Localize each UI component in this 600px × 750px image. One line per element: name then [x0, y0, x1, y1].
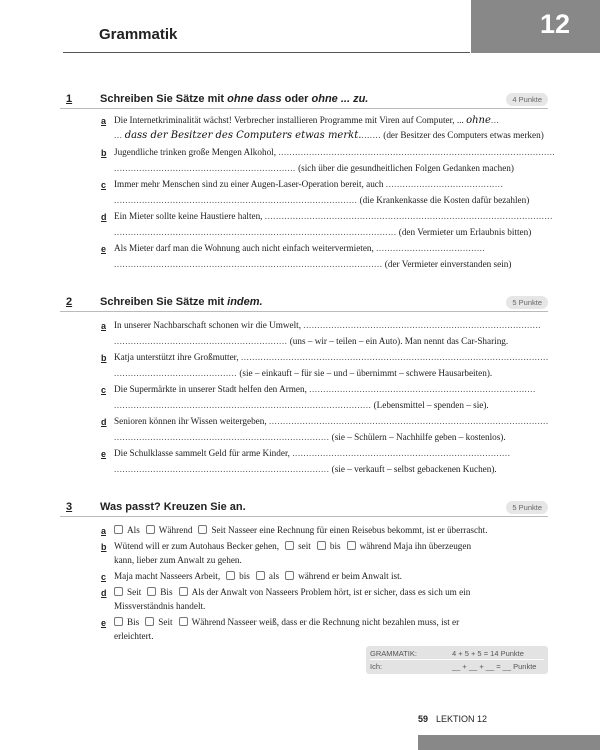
score-divider — [370, 659, 544, 660]
footer-bar — [418, 735, 600, 750]
points-badge: 5 Punkte — [506, 501, 548, 514]
exercise-number: 2 — [66, 296, 73, 308]
item-letter: c — [101, 385, 107, 395]
exercise-line: Die Internetkriminalität wächst! Verbrecher installieren Programme mit Viren auf Computer, ... ohne... — [114, 115, 500, 126]
exercise-line: Die Schulklasse sammelt Geld für arme Kinder, .............................................................................. — [114, 448, 511, 458]
self-score-label: Ich: — [370, 662, 383, 671]
exercise-line: ................................................................. (sich über die gesundheitlichen Folgen Gedanken machen) — [114, 163, 514, 173]
item-letter: b — [101, 353, 107, 363]
exercise-title: Schreiben Sie Sätze mit ohne dass oder ohne ... zu. — [100, 93, 369, 105]
checkbox[interactable] — [179, 617, 188, 626]
exercise-line: kann, lieber zum Anwalt zu gehen. — [114, 555, 242, 565]
item-letter: d — [101, 588, 107, 598]
exercise-title: Schreiben Sie Sätze mit indem. — [100, 296, 263, 308]
exercise-line: Jugendliche trinken große Mengen Alkohol, ................................................................................................... — [114, 147, 556, 157]
exercise-line: Bis Seit Während Nasseer weiß, dass er die Rechnung nicht bezahlen muss, ist er — [108, 616, 459, 628]
checkbox[interactable] — [114, 617, 123, 626]
checkbox[interactable] — [147, 587, 156, 596]
exercise-line: erleichtert. — [114, 631, 154, 641]
checkbox[interactable] — [285, 541, 294, 550]
item-letter: e — [101, 244, 107, 254]
score-value: 4 + 5 + 5 = 14 Punkte — [452, 649, 524, 658]
header-rule — [63, 52, 470, 53]
handwritten-answer: ohne — [466, 115, 491, 126]
checkbox[interactable] — [226, 571, 235, 580]
exercise-rule — [60, 108, 548, 109]
lesson-label: LEKTION 12 — [436, 714, 488, 724]
item-letter: e — [101, 449, 107, 459]
score-box — [366, 646, 548, 674]
checkbox[interactable] — [317, 541, 326, 550]
page-title: Grammatik — [99, 26, 178, 43]
item-letter: b — [101, 542, 107, 552]
exercise-line: ....................................................................................... (die Krankenkasse die Kosten dafür bezahlen) — [114, 195, 530, 205]
item-letter: c — [101, 572, 107, 582]
checkbox[interactable] — [285, 571, 294, 580]
item-letter: a — [101, 526, 107, 536]
points-badge: 4 Punkte — [506, 93, 548, 106]
exercise-line: Missverständnis handelt. — [114, 601, 206, 611]
exercise-number: 1 — [66, 93, 73, 105]
exercise-number: 3 — [66, 501, 73, 513]
exercise-line: In unserer Nachbarschaft schonen wir die Umwelt, ..................................................................................... — [114, 320, 542, 330]
item-letter: d — [101, 417, 107, 427]
exercise-line: Wütend will er zum Autohaus Becker gehen, seit bis während Maja ihn überzeugen — [114, 541, 472, 551]
exercise-rule — [60, 311, 548, 312]
chapter-number: 12 — [539, 9, 570, 39]
checkbox[interactable] — [256, 571, 265, 580]
exercise-line: ................................................................................................ (der Vermieter einverstanden sein) — [114, 259, 512, 269]
checkbox[interactable] — [198, 525, 207, 534]
points-badge: 5 Punkte — [506, 296, 548, 309]
page-number: 59 — [418, 714, 429, 724]
handwritten-answer: dass der Besitzer des Computers etwas merkt. — [124, 130, 362, 141]
item-letter: a — [101, 321, 107, 331]
checkbox[interactable] — [146, 525, 155, 534]
exercise-title: Was passt? Kreuzen Sie an. — [100, 501, 246, 513]
checkbox[interactable] — [114, 525, 123, 534]
item-letter: d — [101, 212, 107, 222]
exercise-line: ............................................ (sie – einkauft – für sie – und – übernimmt – schwere Hausarbeiten). — [114, 368, 493, 378]
checkbox[interactable] — [114, 587, 123, 596]
exercise-line: Senioren können ihr Wissen weitergeben, .................................................................................................... — [114, 416, 549, 426]
score-label: GRAMMATIK: — [370, 649, 417, 658]
item-letter: b — [101, 148, 107, 158]
self-score-value: __ + __ + __ = __ Punkte — [452, 662, 537, 671]
chapter-tab — [471, 0, 600, 53]
exercise-line: ..................................................................................................... (den Vermieter um Erlaubnis bitten) — [114, 227, 532, 237]
checkbox[interactable] — [347, 541, 356, 550]
exercise-line: Katja unterstützt ihre Großmutter, .............................................................................................................. — [114, 352, 549, 362]
checkbox[interactable] — [179, 587, 188, 596]
exercise-line: ............................................................................. (sie – Schülern – Nachhilfe geben – kostenlos). — [114, 432, 506, 442]
item-letter: c — [101, 180, 107, 190]
exercise-line: Maja macht Nasseers Arbeit, bis als während er beim Anwalt ist. — [114, 571, 402, 581]
exercise-line: ... dass der Besitzer des Computers etwas merkt........ (der Besitzer des Computers etwas merken) — [114, 130, 544, 141]
item-letter: e — [101, 618, 107, 628]
exercise-line: Als Mieter darf man die Wohnung auch nicht einfach weitervermieten, ....................................... — [114, 243, 486, 253]
exercise-line: Immer mehr Menschen sind zu einer Augen-Laser-Operation bereit, auch .......................................... — [114, 179, 504, 189]
exercise-line: ............................................................................................ (Lebensmittel – spenden – sie). — [114, 400, 489, 410]
checkbox[interactable] — [145, 617, 154, 626]
exercise-line: Die Supermärkte in unserer Stadt helfen den Armen, ................................................................................. — [114, 384, 536, 394]
exercise-line: ............................................................................. (sie – verkauft – selbst gebackenen Kuchen). — [114, 464, 497, 474]
exercise-line: Als Während Seit Nasseer eine Rechnung für einen Reisebus bekommt, ist er überrascht. — [108, 524, 488, 536]
exercise-rule — [60, 516, 548, 517]
page-footer — [418, 714, 487, 724]
exercise-line: Seit Bis Als der Anwalt von Nasseers Problem hört, ist er sicher, dass es sich um ein — [108, 586, 470, 598]
exercise-line: .............................................................. (uns – wir – teilen – ein Auto). Man nennt das Car-Sharing. — [114, 336, 509, 346]
item-letter: a — [101, 116, 107, 126]
exercise-line: Ein Mieter sollte keine Haustiere halten, ....................................................................................................... — [114, 211, 553, 221]
